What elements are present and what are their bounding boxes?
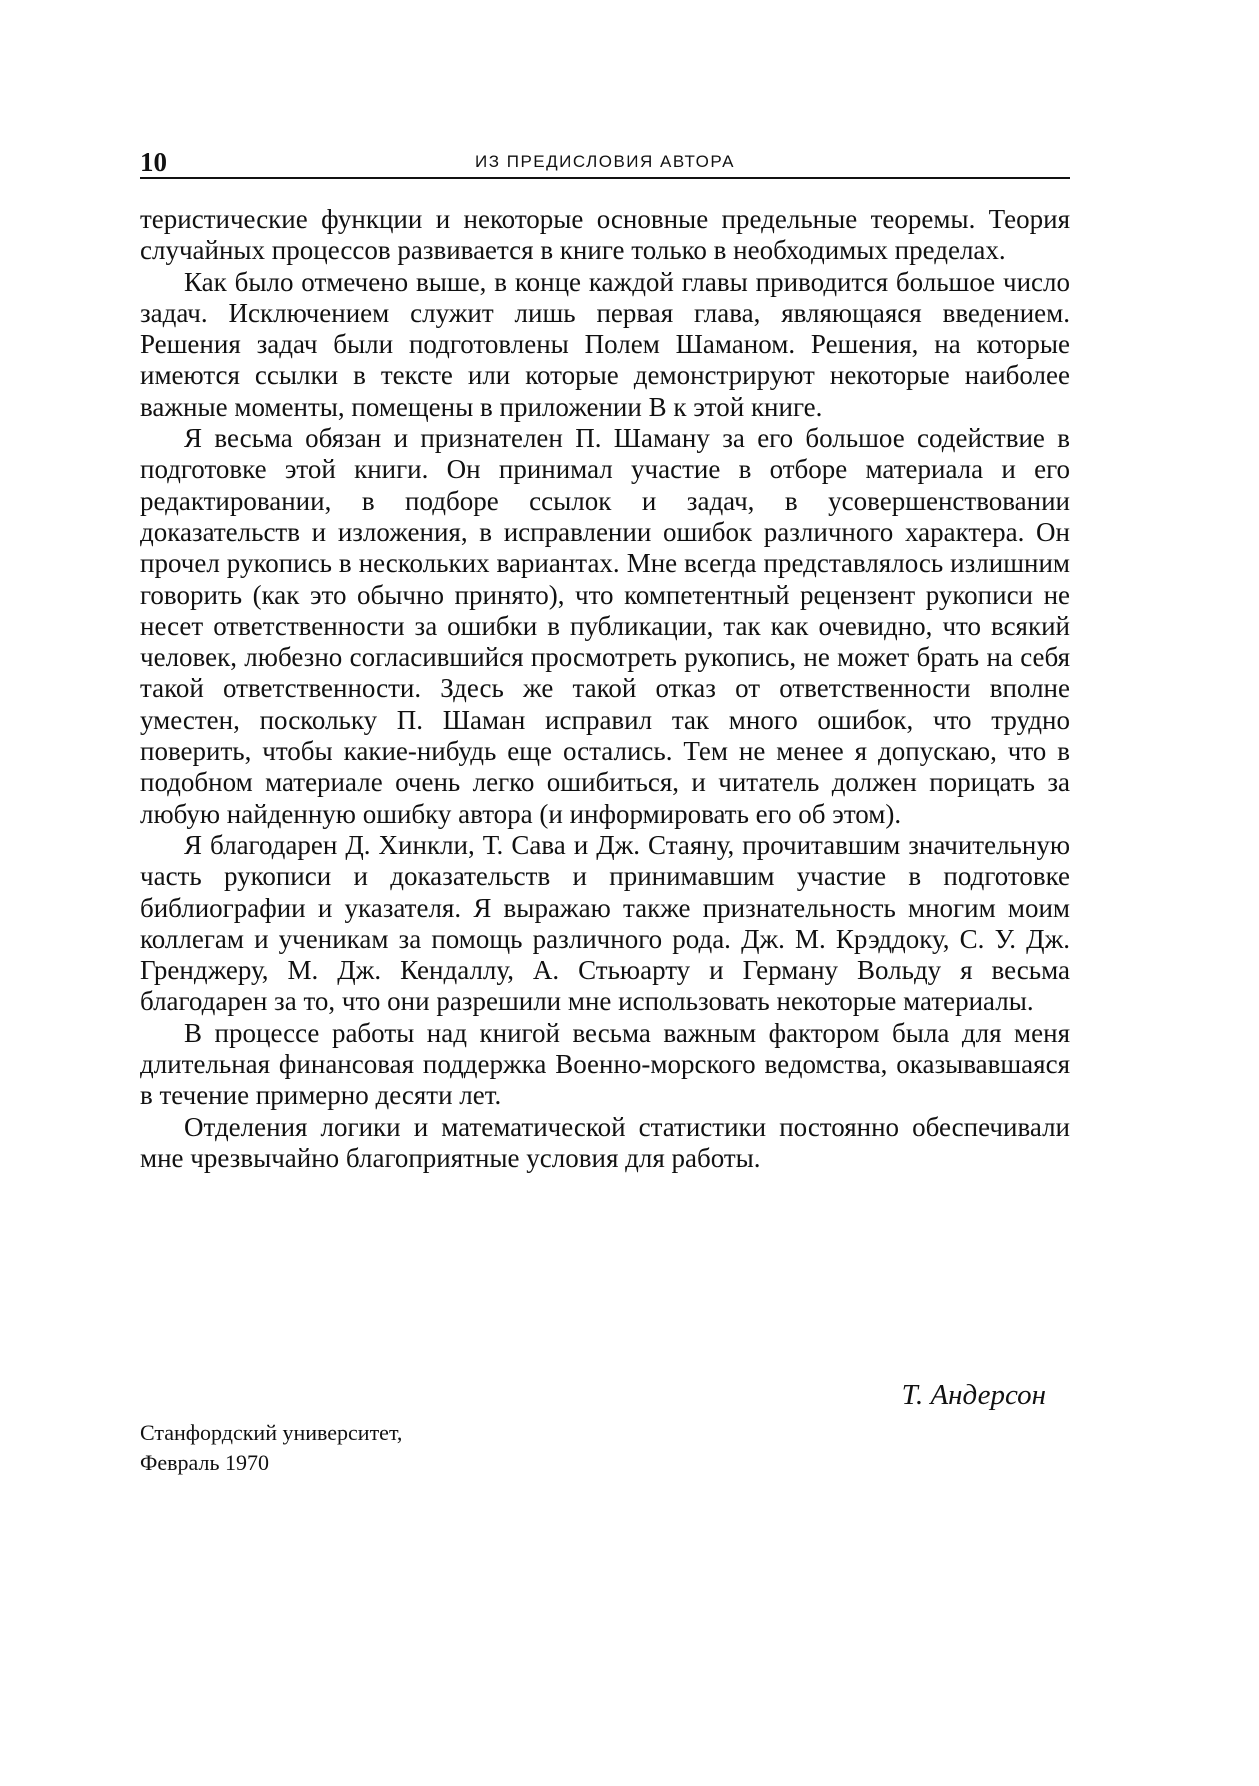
page-number: 10 [140,147,167,177]
paragraph: В процессе работы над книгой весьма важным фактором была для меня длительная финансовая поддержка Военно-морского ведомства, оказывавшаяся в течение примерно десяти лет. [140,1017,1070,1111]
place: Станфордский университет, [140,1420,403,1445]
place-and-date [140,1418,402,1478]
paragraph: Я благодарен Д. Хинкли, Т. Сава и Дж. Стаяну, прочитавшим значительную часть рукописи и доказательств и принимавшим участие в подготовке библиографии и указателя. Я выражаю также признательность многим моим коллегам и ученикам за помощь различного рода. Дж. М. Крэддоку, С. У. Дж. Гренджеру, М. Дж. Кендаллу, А. Стьюарту и Герману Вольду я весьма благодарен за то, что они разрешили мне использовать некоторые материалы. [140,829,1070,1017]
running-head [140,146,1070,178]
paragraph: Как было отмечено выше, в конце каждой главы приводится большое число задач. Исключением служит лишь первая глава, являющаяся введением. Решения задач были подготовлены Полем Шаманом. Решения, на которые имеются ссылки в тексте или которые демонстрируют некоторые наиболее важные моменты, помещены в приложении В к этой книге. [140,266,1070,422]
paragraph: теристические функции и некоторые основные предельные теоремы. Теория случайных процессов развивается в книге только в необходимых пределах. [140,204,1070,266]
body-text [140,204,1070,1174]
running-title: ИЗ ПРЕДИСЛОВИЯ АВТОРА [475,152,735,171]
date: Февраль 1970 [140,1450,270,1475]
header-rule [140,177,1070,179]
paragraph: Отделения логики и математической статистики постоянно обеспечивали мне чрезвычайно благоприятные условия для работы. [140,1111,1070,1173]
author-signature: Т. Андерсон [901,1379,1046,1411]
paragraph: Я весьма обязан и признателен П. Шаману за его большое содействие в подготовке этой книги. Он принимал участие в отборе материала и его редактировании, в подборе ссылок и задач, в усовершенствовании доказательств и изложения, в исправлении ошибок различного характера. Он прочел рукопись в нескольких вариантах. Мне всегда представлялось излишним говорить (как это обычно принято), что компетентный рецензент рукописи не несет ответственности за ошибки в публикации, так как очевидно, что всякий человек, любезно согласившийся просмотреть рукопись, не может брать на себя такой ответственности. Здесь же такой отказ от ответственности вполне уместен, поскольку П. Шаман исправил так много ошибок, что трудно поверить, чтобы какие-нибудь еще остались. Тем не менее я допускаю, что в подобном материале очень легко ошибиться, и читатель должен порицать за любую найденную ошибку автора (и информировать его об этом). [140,423,1070,829]
